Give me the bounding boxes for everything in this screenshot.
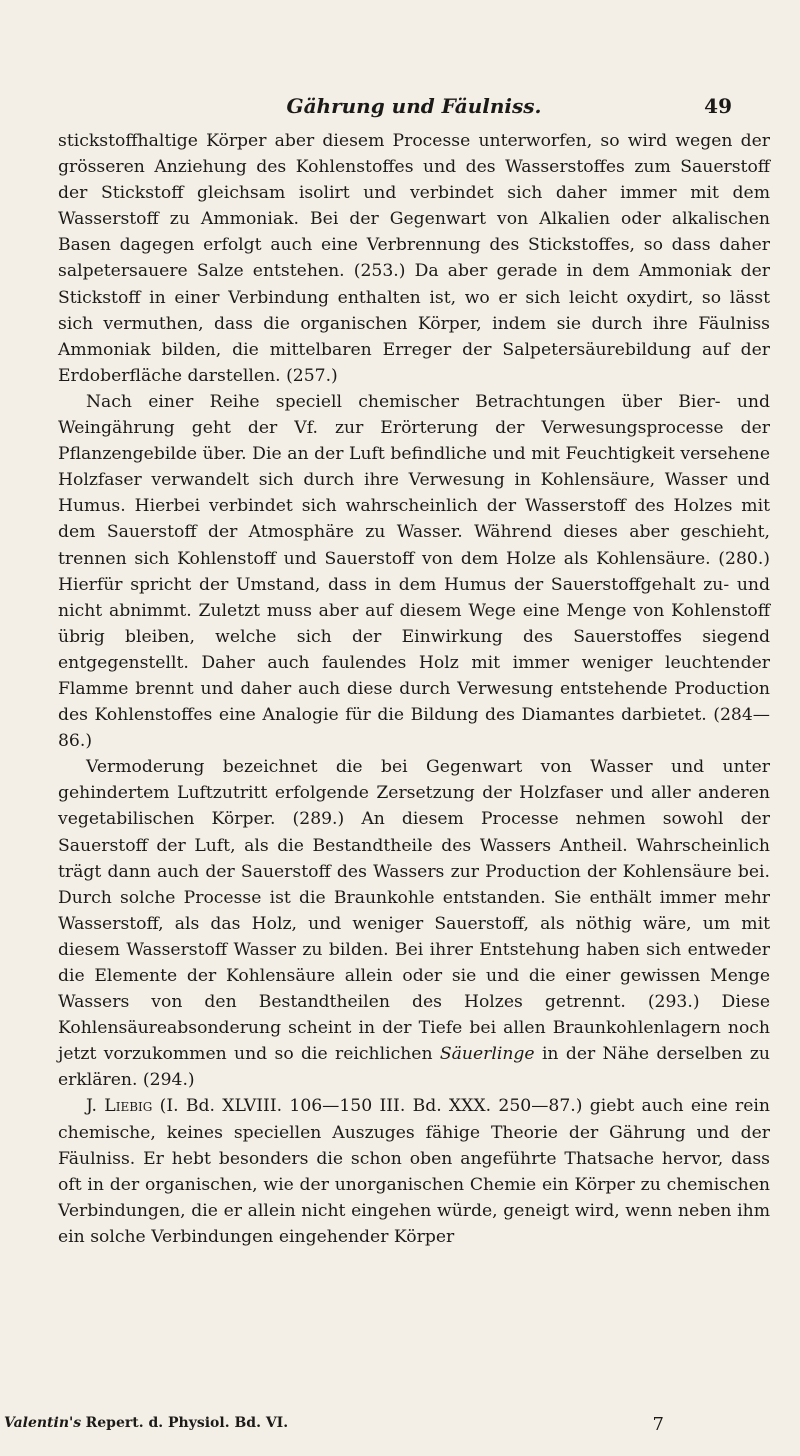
paragraph-3-text: Vermoderung bezeichnet die bei Gegenwart von Wasser und unter gehindertem Luftzutritt erfolgende Zersetzung der Holzfaser und aller anderen vegetabilischen Körper. (289.) An diesem Processe nehmen sowohl der Sauerstoff der Luft, als die Bestandtheile des Wassers Antheil. Wahrscheinlich trägt dann auch der Sauerstoff des Wassers zur Production der Kohlensäure bei. Durch solche Processe ist die Braunkohle entstanden. Sie enthält immer mehr Wasserstoff, als das Holz, und weniger Sauerstoff, als nöthig wäre, um mit diesem Wasserstoff Wasser zu bilden. Bei ihrer Entstehung haben sich entweder die Elemente der Kohlensäure allein oder sie und die einer gewissen Menge Wassers von den Bestandtheilen des Holzes getrennt. (293.) Diese Kohlensäureabsonderung scheint in der Tiefe bei allen Braunkohlenlagern noch jetzt vorzukommen und so die reichlichen	[58, 757, 770, 1065]
paragraph-2: Nach einer Reihe speciell chemischer Betrachtungen über Bier- und Weingährung geht der Vf. zur Erörterung der Verwesungsprocesse der Pflanzengebilde über. Die an der Luft befindliche und mit Feuchtigkeit versehene Holzfaser verwandelt sich durch ihre Verwesung in Kohlensäure, Wasser und Humus. Hierbei verbindet sich wahrscheinlich der Wasserstoff des Holzes mit dem Sauerstoff der Atmosphäre zu Wasser. Während dieses aber geschieht, trennen sich Kohlenstoff und Sauerstoff von dem Holze als Kohlensäure. (280.) Hierfür spricht der Umstand, dass in dem Humus der Sauerstoffgehalt zu- und nicht abnimmt. Zuletzt muss aber auf diesem Wege eine Menge von Kohlenstoff übrig bleiben, welche sich der Einwirkung des Sauerstoffes siegend entgegenstellt. Daher auch faulendes Holz mit immer weniger leuchtender Flamme brennt und daher auch diese durch Verwesung entstehende Production des Kohlenstoffes eine Analogie für die Bildung des Diamantes darbietet. (284—86.)	[58, 391, 770, 752]
page-body	[58, 128, 770, 1250]
paragraph-3-end: in der Nähe derselben zu erklären. (294.)	[58, 1044, 770, 1091]
footer-source-rest: Repert. d. Physiol. Bd. VI.	[85, 1415, 289, 1431]
page-footer	[4, 1413, 704, 1433]
running-title: Gährung und Fäulniss.	[286, 94, 542, 118]
book-page	[58, 30, 770, 1247]
signature-mark: 7	[652, 1414, 664, 1435]
page-number: 49	[704, 94, 732, 118]
italic-term: Säuerlinge	[439, 1044, 535, 1065]
footer-source: Valentin's	[4, 1415, 82, 1431]
page-header	[58, 30, 770, 118]
paragraph-4	[58, 1093, 770, 1250]
paragraph-3	[58, 754, 770, 1093]
author-name: J. Liebig	[86, 1096, 153, 1117]
paragraph-4-text: (I. Bd. XLVIII. 106—150 III. Bd. XXX. 250—87.) giebt auch eine rein chemische, keines speciellen Auszuges fähige Theorie der Gährung und der Fäulniss. Er hebt besonders die schon oben angeführte Thatsache hervor, dass oft in der organischen, wie der unorganischen Chemie ein Körper zu chemischen Verbindungen, die er allein nicht eingehen würde, geneigt wird, wenn neben ihm ein solche Verbindungen eingehender Körper	[58, 1096, 770, 1247]
paragraph-1: stickstoffhaltige Körper aber diesem Processe unterworfen, so wird wegen der grösseren Anziehung des Kohlenstoffes und des Wasserstoffes zum Sauerstoff der Stickstoff gleichsam isolirt und verbindet sich daher immer mit dem Wasserstoff zu Ammoniak. Bei der Gegenwart von Alkalien oder alkalischen Basen dagegen erfolgt auch eine Verbrennung des Stickstoffes, so dass daher salpetersauere Salze entstehen. (253.) Da aber gerade in dem Ammoniak der Stickstoff in einer Verbindung enthalten ist, wo er sich leicht oxydirt, so lässt sich vermuthen, dass die organischen Körper, indem sie durch ihre Fäulniss Ammoniak bilden, die mittelbaren Erreger der Salpetersäurebildung auf der Erdoberfläche darstellen. (257.)	[58, 131, 770, 386]
